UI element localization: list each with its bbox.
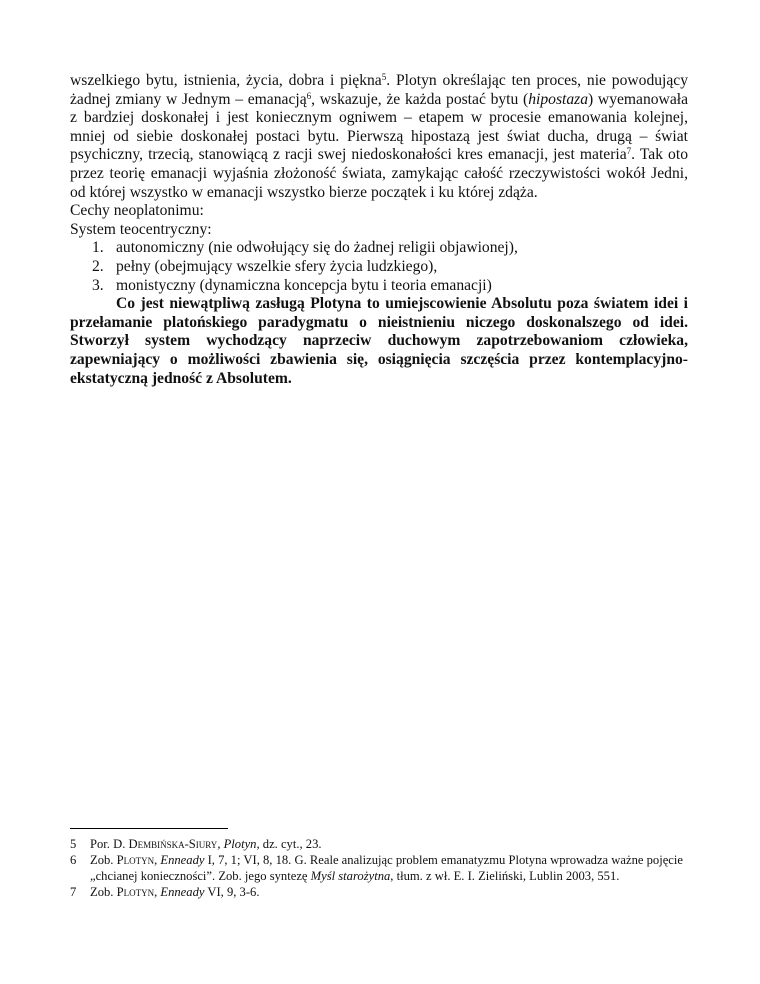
footnote-ref-5[interactable]: 5	[381, 72, 387, 82]
footnote-text: Por. D.	[90, 837, 129, 851]
list-text: monistyczny (dynamiczna koncepcja bytu i teoria emanacji)	[116, 276, 492, 294]
footnote-ref-6[interactable]: 6	[306, 90, 312, 101]
list-number: 2.	[92, 257, 104, 275]
paragraph-text: wszelkiego bytu, istnienia, życia, dobra i piękna	[70, 72, 382, 89]
list-text: pełny (obejmujący wszelkie sfery życia ludzkiego),	[116, 257, 438, 275]
footnote-divider	[70, 828, 228, 829]
paragraph-text: ) wyemanowała z bardziej doskonałej i jest koniecznym ogniwem – etapem w procesie emanowania kolejnej, mniej od siebie doskonałej postaci bytu. Pierwszą hipostazą jest świat ducha, drugą – świat psychiczny, trzecią, stanowiącą z racji swej niedoskonałości kres emanacji, jest materia	[70, 90, 688, 164]
list-number: 3.	[92, 276, 104, 294]
footnote-title: Plotyn	[223, 837, 257, 851]
footnote-text: Zob.	[90, 885, 117, 899]
list-item	[70, 258, 688, 277]
term-hipostaza: hipostaza	[528, 90, 589, 108]
footnotes-section	[70, 828, 690, 900]
paragraph-text: , wskazuje, że każda postać bytu (	[311, 90, 529, 108]
footnote-text: VI, 9, 3-6.	[204, 885, 260, 899]
footnote-text: Zob.	[90, 853, 117, 867]
footnote-7	[70, 884, 690, 900]
footnote-number: 6	[70, 853, 77, 867]
list-number: 1.	[92, 239, 104, 257]
footnote-ref-7[interactable]: 7	[626, 146, 632, 157]
footnote-title: Enneady	[160, 853, 205, 867]
footnote-number: 5	[70, 837, 77, 851]
main-paragraph	[70, 72, 688, 202]
conclusion-paragraph: Co jest niewątpliwą zasługą Plotyna to umiejscowienie Absolutu poza światem idei i przełamanie platońskiego paradygmatu o nieistnieniu niczego doskonalszego od idei. Stworzył system wychodzący naprzeciw duchowym zapotrzebowaniom człowieka, zapewniający o możliwości zbawienia się, osiągnięcia szczęścia przez kontemplacyjno-ekstatyczną jedność z Absolutem.	[70, 295, 688, 387]
system-heading: System teocentryczny:	[70, 220, 212, 238]
paragraph-text: . Plotyn określając ten proces, nie powodujący żadnej zmiany w Jednym – emanacją	[70, 72, 689, 108]
footnote-author: Plotyn	[116, 885, 155, 899]
features-heading: Cechy neoplatonimu:	[70, 202, 204, 220]
footnote-author: Plotyn	[116, 853, 155, 867]
footnote-text: I, 7, 1; VI, 8, 18. G. Reale analizując problem emanatyzmu Plotyna wprowadza ważne pojęcie „chcianej konieczności”. Zob. jego syntezę	[90, 853, 683, 883]
footnote-text: ,	[154, 885, 161, 899]
footnote-text: ,	[154, 853, 161, 867]
footnote-text: , dz. cyt., 23.	[256, 837, 322, 851]
features-list	[70, 239, 688, 295]
footnote-6	[70, 852, 690, 884]
list-text: autonomiczny (nie odwołujący się do żadnej religii objawionej),	[116, 239, 518, 257]
paragraph-text: . Tak oto przez teorię emanacji wyjaśnia złożoność świata, zamykając całość rzeczywistości wokół Jedni, od której wszystko w emanacji wszystko bierze początek i ku której zdąża.	[70, 146, 688, 201]
footnote-author: Dembińska-Siury	[128, 837, 218, 851]
footnote-5	[70, 836, 690, 852]
footnote-number: 7	[70, 885, 77, 899]
list-item	[70, 277, 688, 296]
footnote-title: Myśl starożytna	[310, 869, 391, 883]
page-content	[70, 72, 688, 388]
footnote-text: , tłum. z wł. E. I. Zieliński, Lublin 2003, 551.	[390, 869, 620, 883]
footnote-text: ,	[217, 837, 224, 851]
footnote-title: Enneady	[160, 885, 205, 899]
list-item	[70, 239, 688, 258]
